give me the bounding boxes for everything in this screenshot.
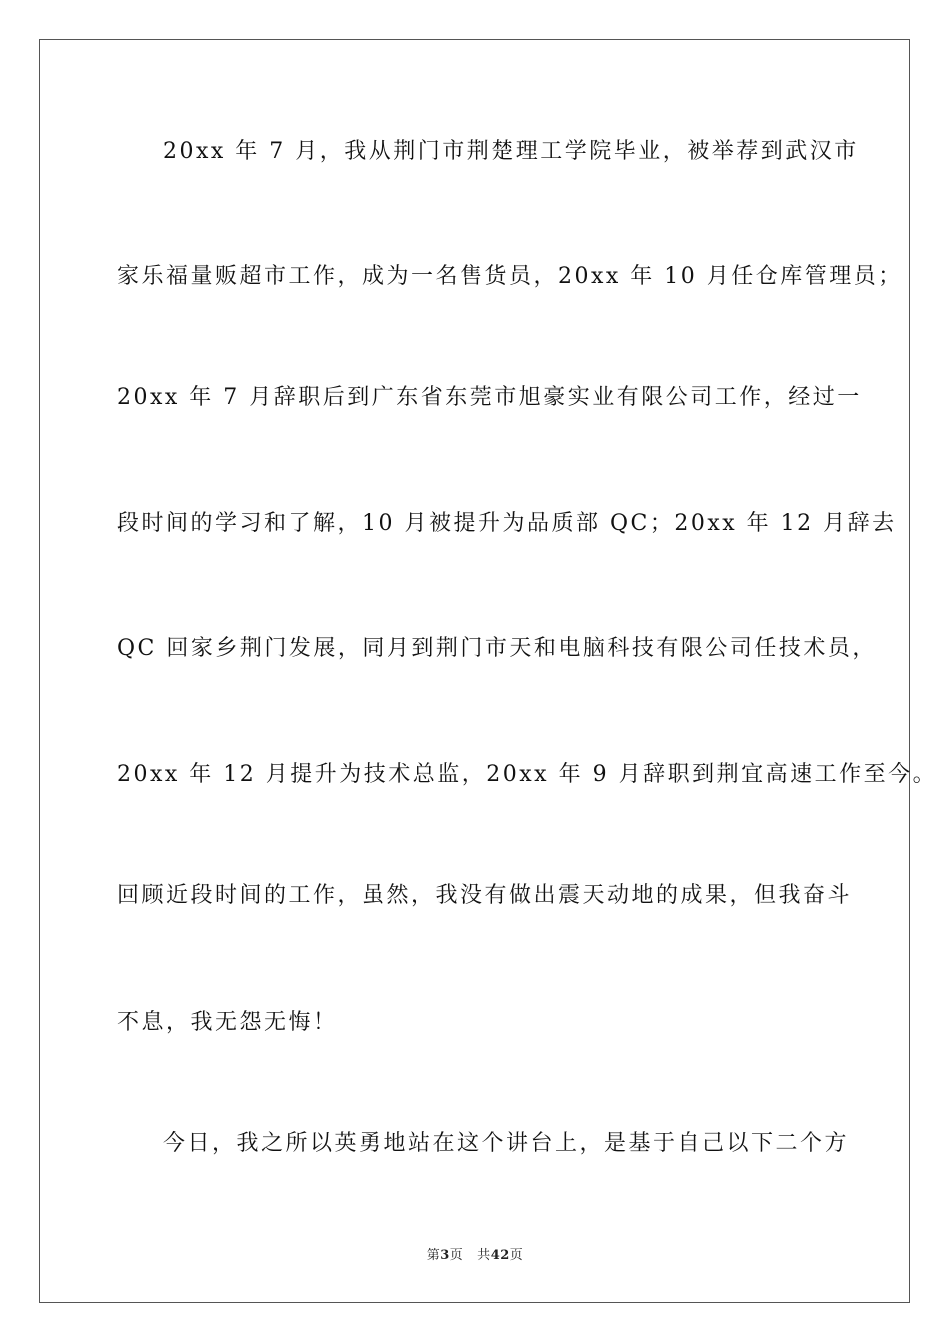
footer-page-number: 3 <box>440 1248 450 1263</box>
footer-total-pages: 42 <box>490 1248 510 1263</box>
paragraph-1-line-7: 回顾近段时间的工作，虽然，我没有做出震天动地的成果，但我奋斗 <box>117 883 853 908</box>
footer-page-prefix: 第 <box>426 1248 441 1263</box>
paragraph-1-line-2: 家乐福量贩超市工作，成为一名售货员，20xx 年 10 月任仓库管理员； <box>117 264 903 289</box>
paragraph-1-line-4: 段时间的学习和了解，10 月被提升为品质部 QC；20xx 年 12 月辞去 <box>117 511 897 536</box>
footer-total-prefix: 共 <box>477 1248 491 1263</box>
paragraph-1-line-5: QC 回家乡荆门发展，同月到荆门市天和电脑科技有限公司任技术员， <box>117 636 877 661</box>
page-footer <box>0 1247 950 1265</box>
footer-total-suffix: 页 <box>509 1248 524 1263</box>
paragraph-2-line-1: 今日，我之所以英勇地站在这个讲台上，是基于自己以下二个方 <box>163 1131 850 1156</box>
paragraph-1-line-1: 20xx 年 7 月，我从荆门市荆楚理工学院毕业，被举荐到武汉市 <box>163 139 859 164</box>
footer-page-suffix: 页 <box>449 1248 464 1263</box>
paragraph-1-line-8: 不息，我无怨无悔！ <box>117 1010 338 1035</box>
page-border <box>39 39 910 1303</box>
paragraph-1-line-3: 20xx 年 7 月辞职后到广东省东莞市旭豪实业有限公司工作，经过一 <box>117 385 862 410</box>
paragraph-1-line-6: 20xx 年 12 月提升为技术总监，20xx 年 9 月辞职到荆宜高速工作至今。 <box>117 762 938 787</box>
